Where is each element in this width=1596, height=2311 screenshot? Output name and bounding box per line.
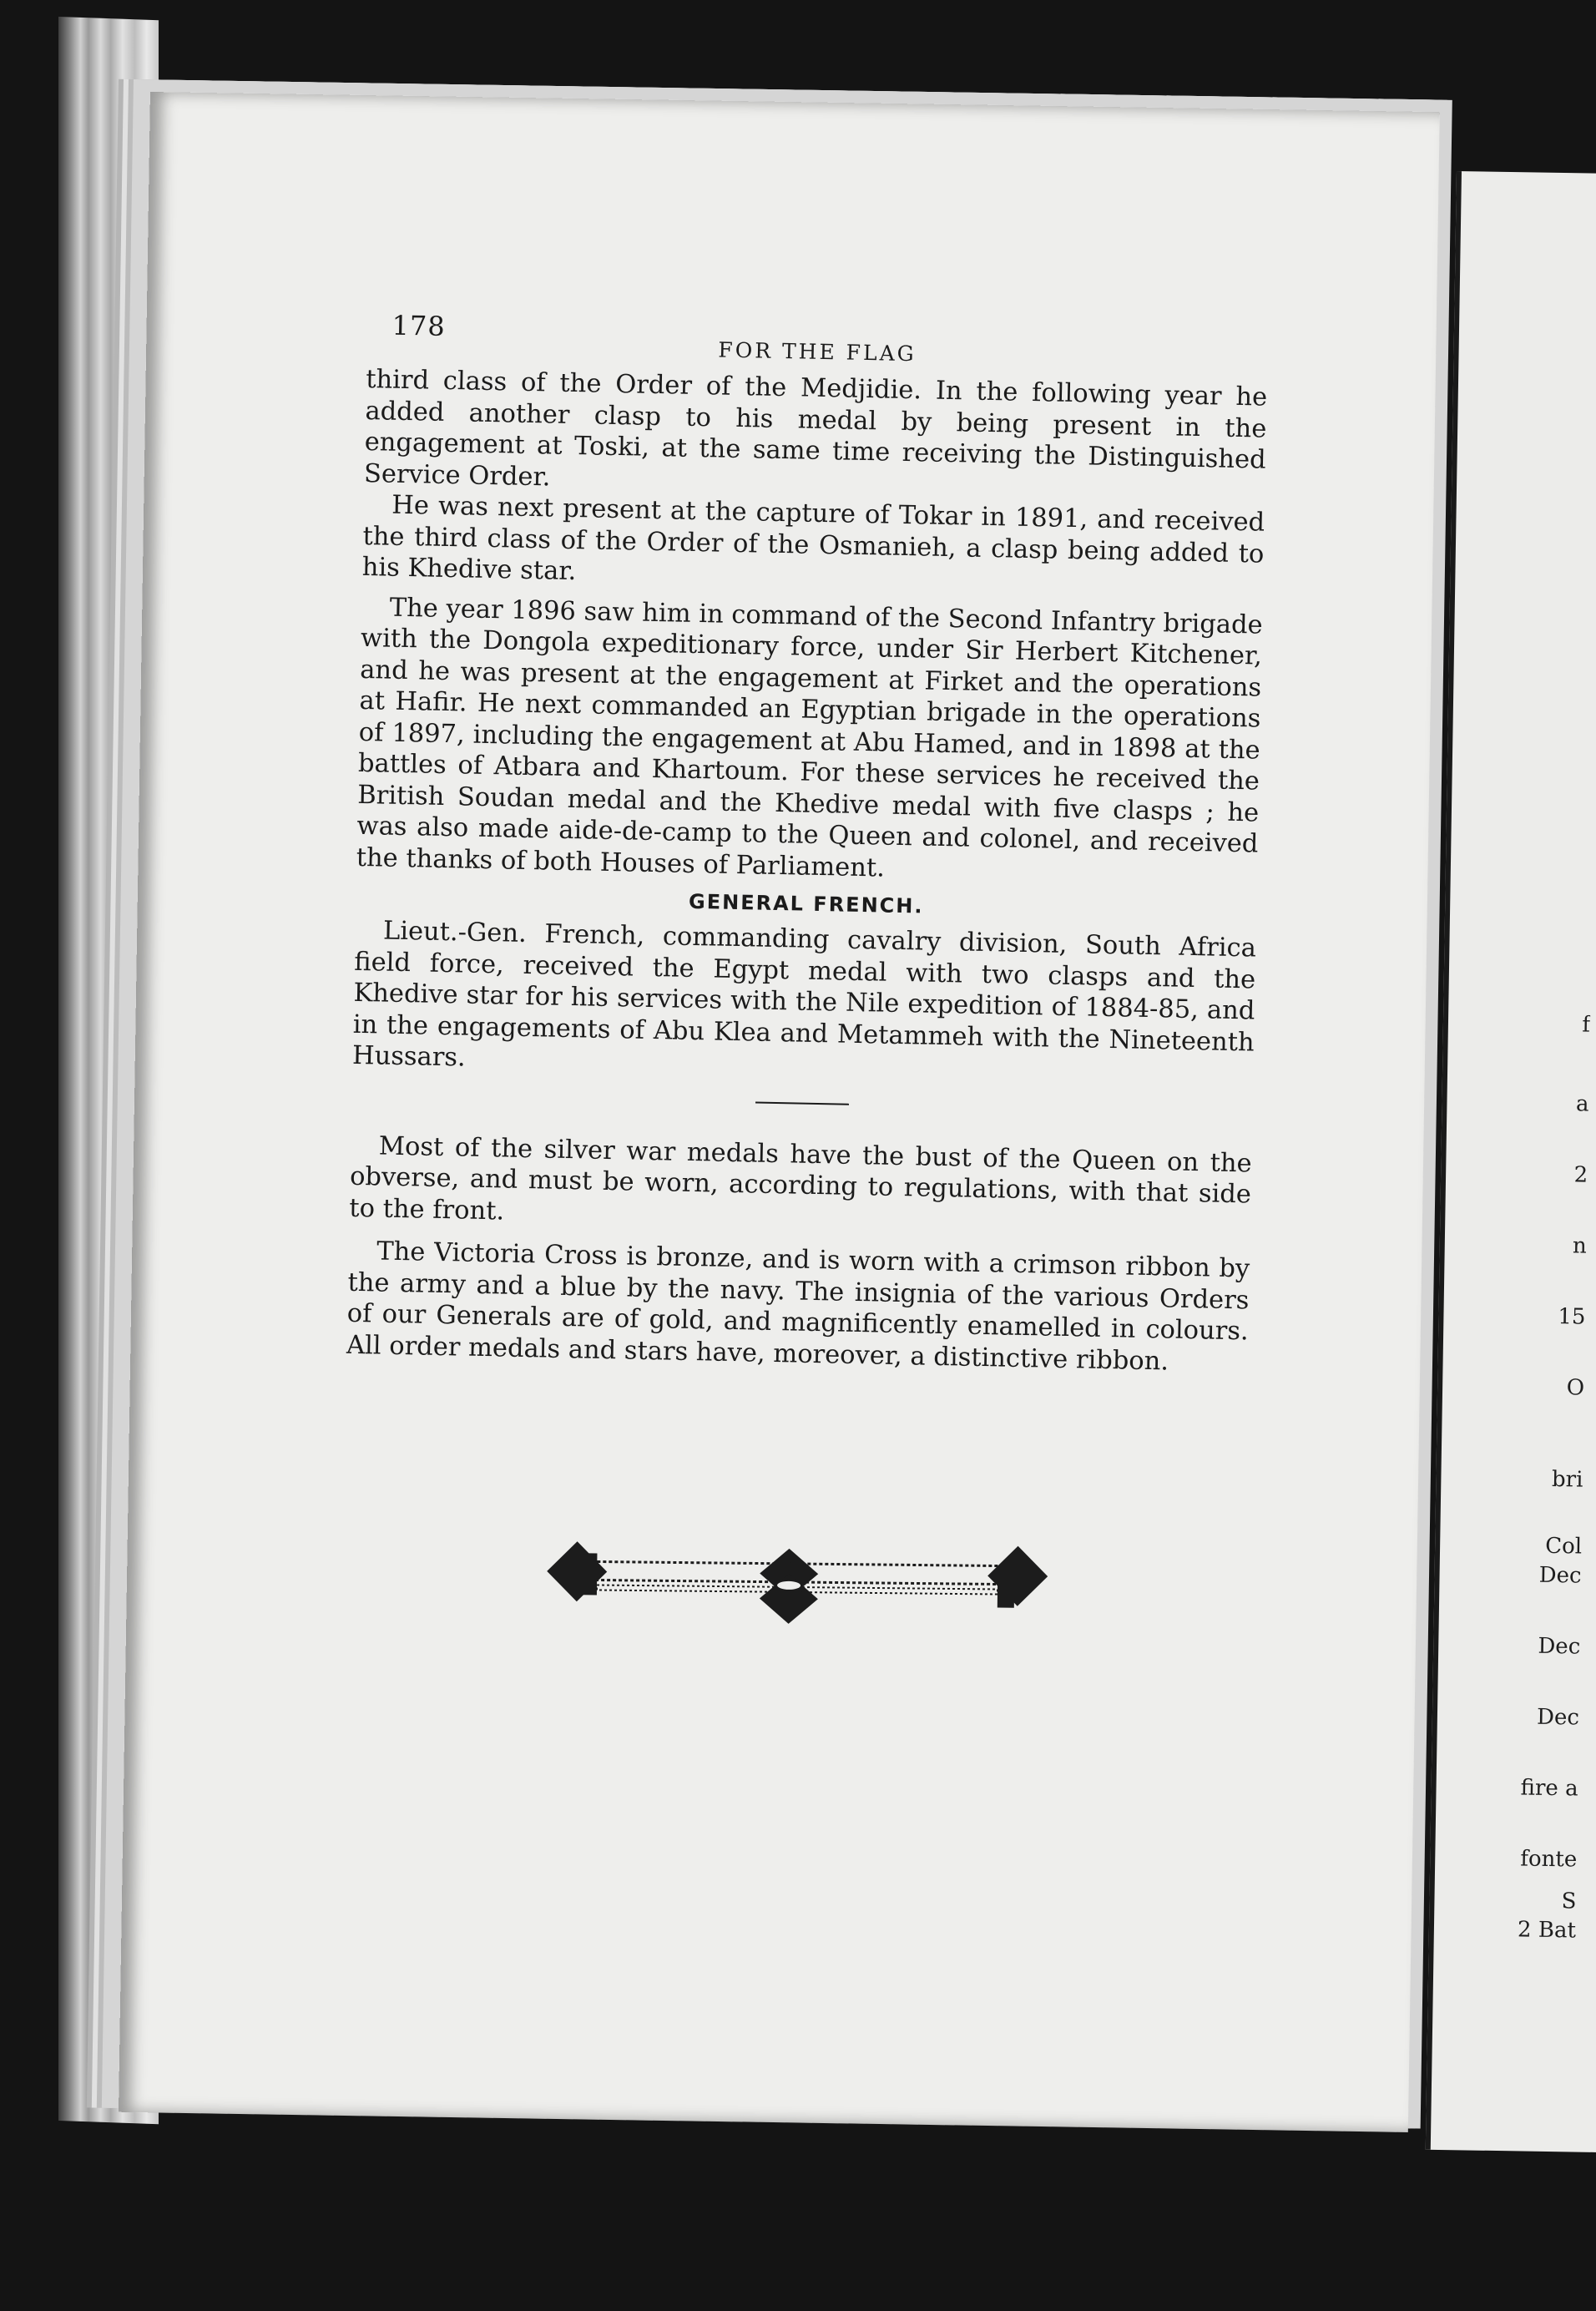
facing-fragment: Dec [1536, 1704, 1580, 1731]
facing-fragment: fire a [1520, 1775, 1578, 1802]
body-paragraph: The year 1896 saw him in command of the Second Infantry brigade with the Dongola expeditionary force, under Sir Herbert Kitchener, and he was present at the engagement at Firket and the operations at Hafir. He next commanded an Egyptian brigade in the operations of 1897, including the engagement at Abu Hamed, and in 1898 at the battles of Atbara and Khartoum. For these services he received the British Soudan medal and the Khedive medal with five clasps ; he was also made aide-de-camp to the Queen and colonel, and received the thanks of both Houses of Parliament. [356, 593, 1263, 883]
facing-fragment: 2 Bat [1517, 1917, 1577, 1944]
body-paragraph: He was next present at the capture of Tokar in 1891, and received the third class of the Order of the Osmanieh, a clasp being added to his Khedive star. [361, 490, 1265, 587]
running-title: FOR THE FLAG [718, 337, 917, 367]
section-heading: GENERAL FRENCH. [688, 889, 924, 918]
facing-fragment: Dec [1538, 1562, 1582, 1589]
facing-fragment: f [1582, 1012, 1591, 1038]
decorative-ornament [546, 1538, 1048, 1643]
facing-page-fragments [1431, 171, 1596, 2152]
page-number: 178 [391, 309, 447, 342]
page-text [346, 309, 1269, 1412]
facing-fragment: Dec [1538, 1633, 1581, 1660]
closing-paragraph: Most of the silver war medals have the bust of the Queen on the obverse, and must be worn, according to regulations, with that side to the front. [349, 1130, 1253, 1226]
facing-fragment: 15 [1558, 1304, 1586, 1330]
facing-fragment: S [1561, 1889, 1577, 1914]
facing-fragment: O [1566, 1375, 1585, 1401]
closing-paragraph: The Victoria Cross is bronze, and is worn with a crimson ribbon by the army and a blue by the navy. The insignia of the various Orders of our Generals are of gold, and magnificently enamelled in colours. All order medals and stars have, moreover, a distinctive ribbon. [346, 1236, 1250, 1377]
facing-fragment: bri [1551, 1466, 1583, 1493]
section-paragraph: Lieut.-Gen. French, commanding cavalry division, South Africa field force, received the Egypt medal with two clasps and the Khedive star for his services with the Nile expedition of 1884-85, and in the engagements of Abu Klea and Metammeh with the Nineteenth Hussars. [351, 916, 1257, 1073]
section-divider [755, 1101, 849, 1105]
facing-fragment: Col [1545, 1533, 1583, 1560]
body-paragraph: third class of the Order of the Medjidie. In the following year he added another clasp to his medal by being present in the engagement at Toski, at the same time receiving the Distinguished Service Order. [363, 364, 1268, 492]
facing-fragment: fonte [1520, 1846, 1578, 1873]
facing-fragment: 2 [1573, 1162, 1588, 1188]
facing-fragment: a [1575, 1091, 1589, 1117]
facing-fragment: n [1572, 1233, 1588, 1259]
facing-page [1426, 171, 1596, 2152]
